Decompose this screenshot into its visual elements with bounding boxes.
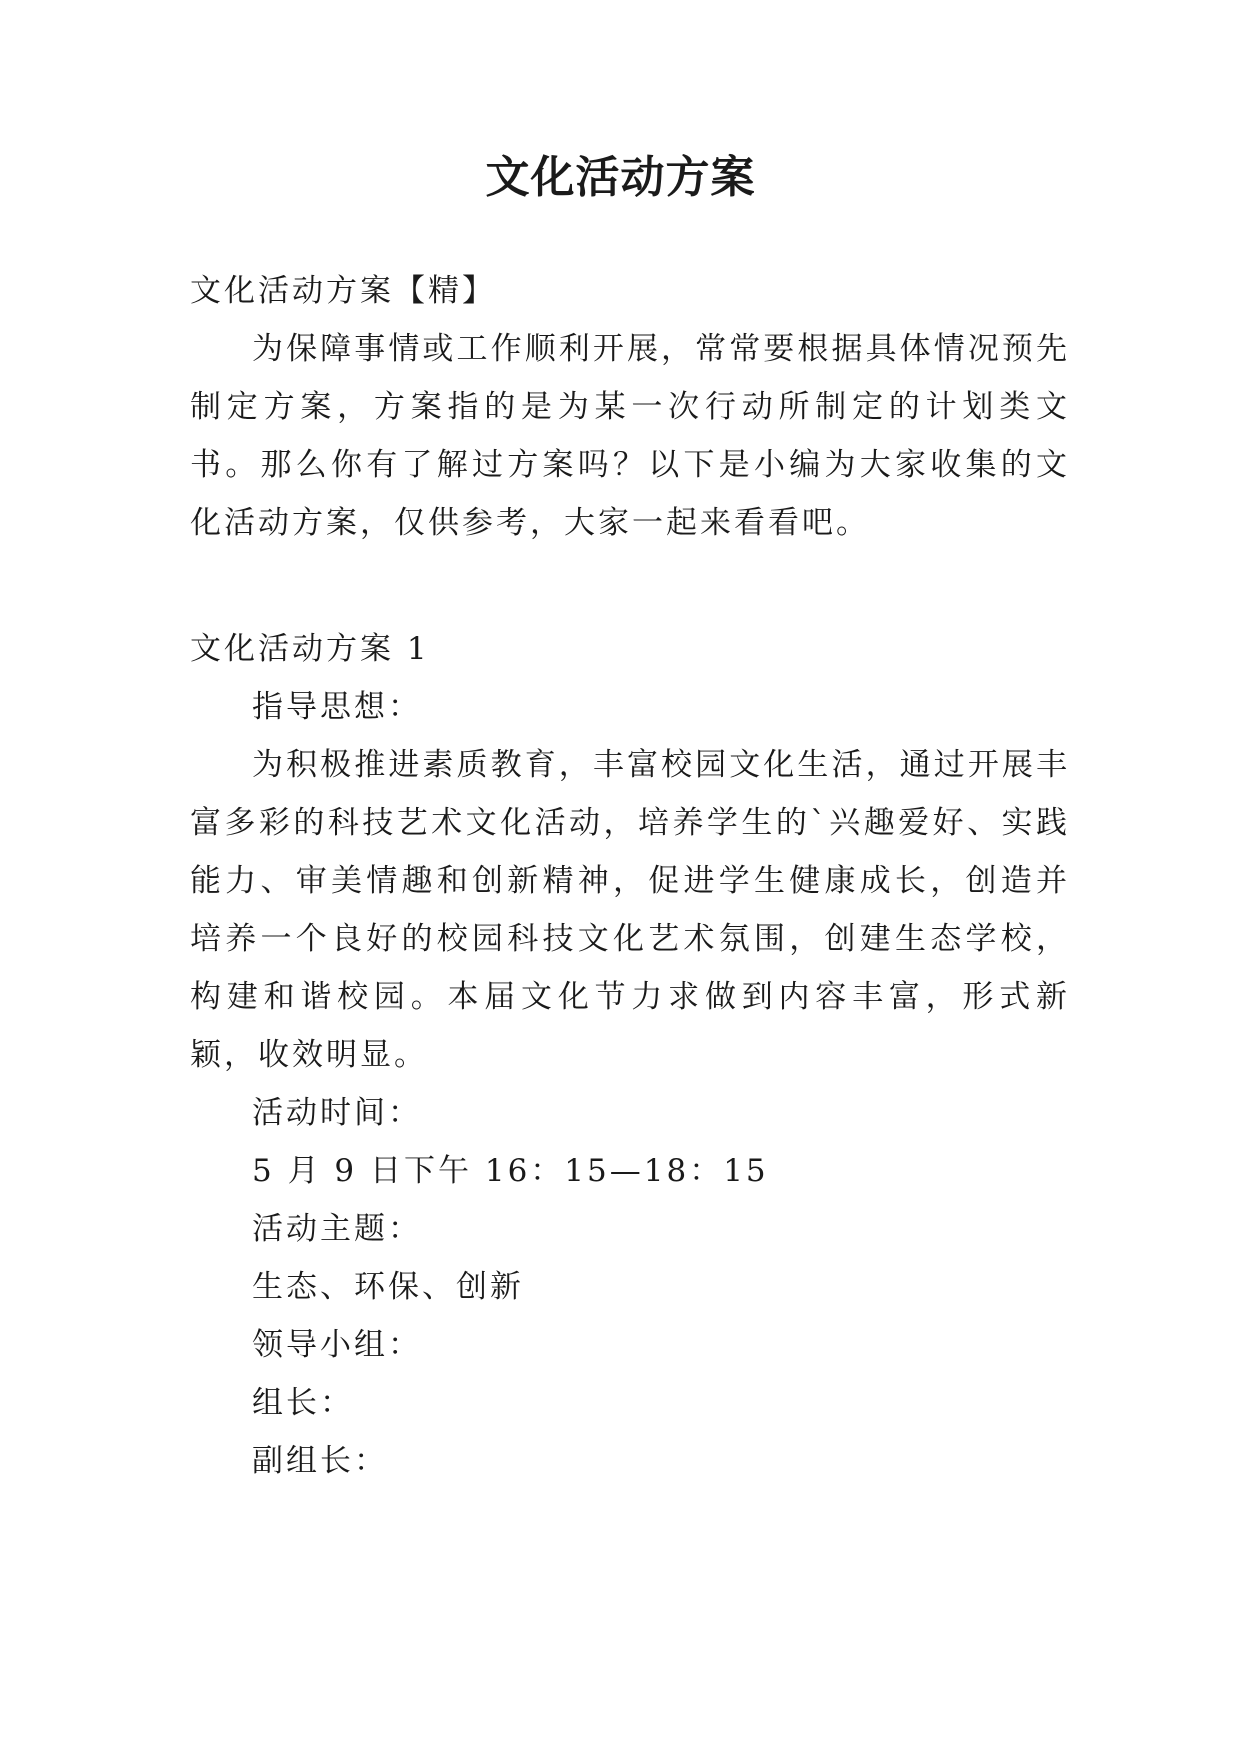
theme-value: 生态、环保、创新 bbox=[252, 1269, 524, 1305]
leader-label: 组长： bbox=[252, 1385, 354, 1421]
document-subtitle: 文化活动方案【精】 bbox=[190, 273, 496, 309]
deputy-label: 副组长： bbox=[252, 1443, 388, 1479]
section-heading: 文化活动方案 1 bbox=[190, 631, 430, 667]
time-value: 5 月 9 日下午 16：15—18：15 bbox=[252, 1153, 769, 1189]
section-1 bbox=[190, 620, 1070, 1490]
intro-block bbox=[190, 262, 1070, 552]
guiding-paragraph: 为积极推进素质教育，丰富校园文化生活，通过开展丰富多彩的科技艺术文化活动，培养学生的`兴趣爱好、实践能力、审美情趣和创新精神，促进学生健康成长，创造并培养一个良好的校园科技文化艺术氛围，创建生态学校，构建和谐校园。本届文化节力求做到内容丰富，形式新颖，收效明显。 bbox=[190, 747, 1070, 1073]
time-label: 活动时间： bbox=[252, 1095, 422, 1131]
intro-paragraph: 为保障事情或工作顺利开展，常常要根据具体情况预先制定方案，方案指的是为某一次行动所制定的计划类文书。那么你有了解过方案吗？以下是小编为大家收集的文化活动方案，仅供参考，大家一起来看看吧。 bbox=[190, 331, 1070, 541]
leadership-label: 领导小组： bbox=[252, 1327, 422, 1363]
guiding-label: 指导思想： bbox=[252, 689, 422, 725]
document-title: 文化活动方案 bbox=[485, 152, 756, 203]
theme-label: 活动主题： bbox=[252, 1211, 422, 1247]
